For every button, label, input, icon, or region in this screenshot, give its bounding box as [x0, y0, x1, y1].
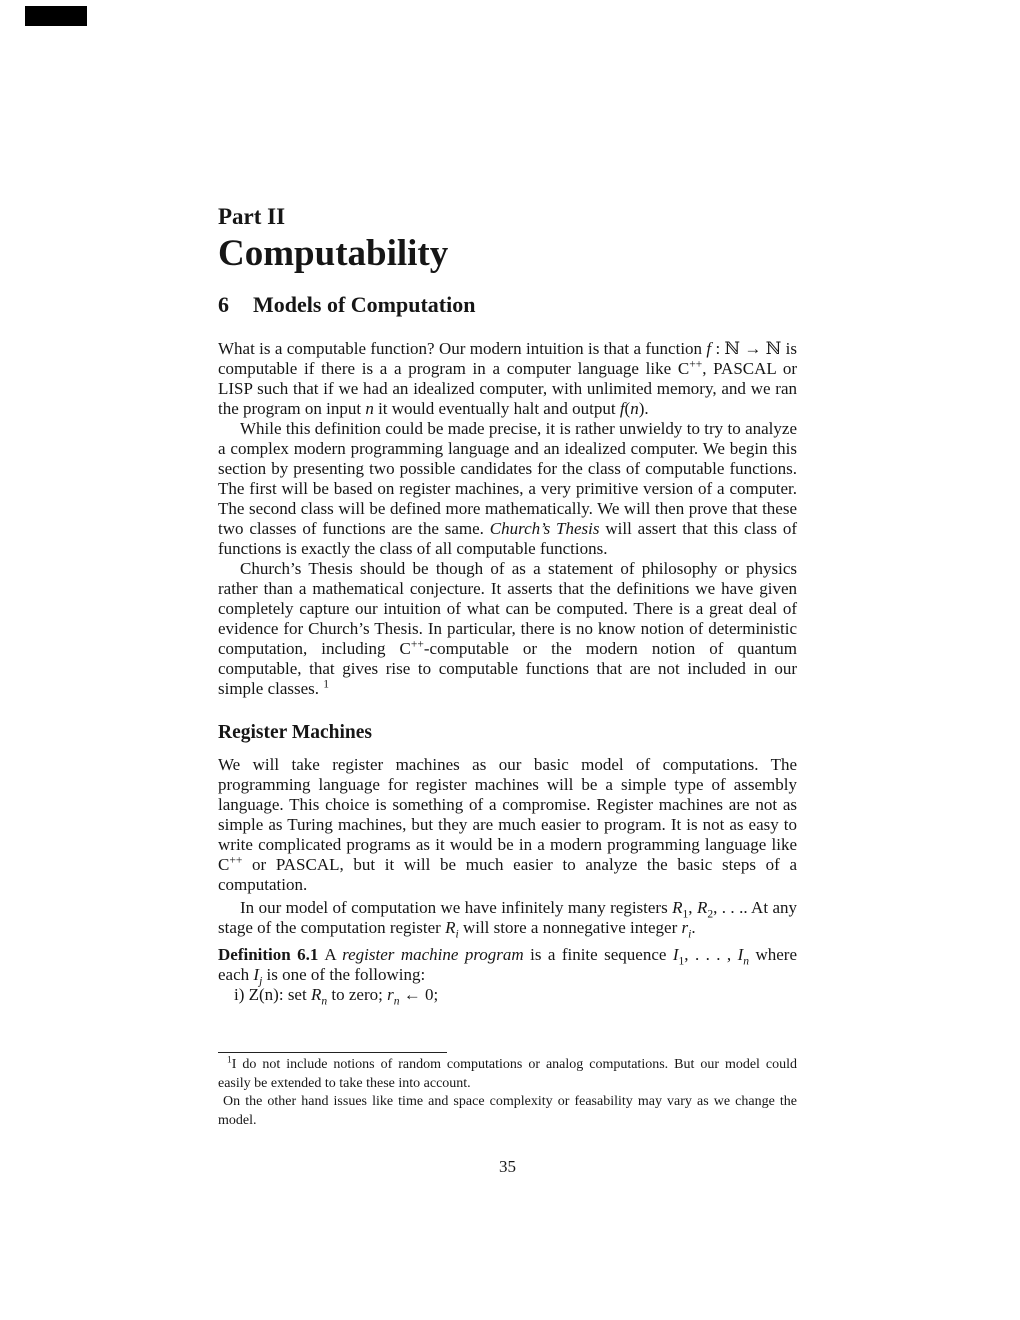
definition-6-1: Definition 6.1 A register machine program is a finite sequence $I_1$, . . . , $I_n$ where each $I_j$ is one of the following:	[218, 945, 797, 988]
paragraph-definition-precise: While this definition could be made precise, it is rather unwieldy to try to analyze a complex modern programming language and an idealized computer. We begin this section by presenting two possible candidates for the class of computable functions. The first will be based on register machines, a very primitive version of a computer. The second class will be defined more mathematically. We will then prove that these two classes of functions are the same. Church’s Thesis will assert that this class of functions is exactly the class of all computable functions.	[218, 419, 797, 558]
section-number: 6	[218, 292, 229, 317]
paragraph-registers-model: In our model of computation we have infinitely many registers $R_1$, $R_2$, . . .. At any stage of the computation register $R_i$ will store a nonnegative integer $r_i$.	[218, 898, 797, 941]
part-title: Computability	[218, 233, 449, 274]
part-label: Part II	[218, 204, 286, 229]
paragraph-register-machines: We will take register machines as our basic model of computations. The programming language for register machines will be a simple type of assembly language. This choice is something of a compromise. Register machines are not as simple as Turing machines, but they are much easier to program. It is not as easy to write complicated programs as it would be in a modern programming language like C++ or PASCAL, but it will be much easier to analyze the basic steps of a computation.	[218, 755, 797, 894]
subsection-heading-register-machines: Register Machines	[218, 722, 372, 743]
definition-item-i: i) Z(n): set $R_n$ to zero; $r_n$ ← 0;	[234, 985, 439, 1008]
footnote-1-continued: On the other hand issues like time and space complexity or feasability may vary as we change the model.	[218, 1094, 797, 1128]
paragraph-churchs-thesis: Church’s Thesis should be though of as a statement of philosophy or physics rather than a mathematical conjecture. It asserts that the definitions we have given completely capture our intuition of what can be computed. There is a great deal of evidence for Church’s Thesis. In particular, there is no know notion of deterministic computation, including C++-computable or the modern notion of quantum computable, that gives rise to computable functions that are not included in our simple classes. $^1$	[218, 559, 797, 698]
footnote-1: $^1$I do not include notions of random computations or analog computations. But our model could easily be extended to take these into account.	[218, 1055, 797, 1091]
footnotes	[218, 1056, 797, 1130]
section-title: Models of Computation	[253, 292, 476, 317]
scan-artifact-mark	[25, 6, 87, 26]
text-column	[218, 203, 798, 1008]
section-heading	[218, 292, 797, 318]
paragraph-computable-function: What is a computable function? Our modern intuition is that a function f : ℕ → ℕ is computable if there is a a program in a computer language like C++, PASCAL or LISP such that if we had an idealized computer, with unlimited memory, and we ran the program on input n it would eventually halt and output f(n).	[218, 339, 798, 418]
footnote-rule	[218, 1052, 447, 1053]
page-number: 35	[499, 1157, 516, 1176]
